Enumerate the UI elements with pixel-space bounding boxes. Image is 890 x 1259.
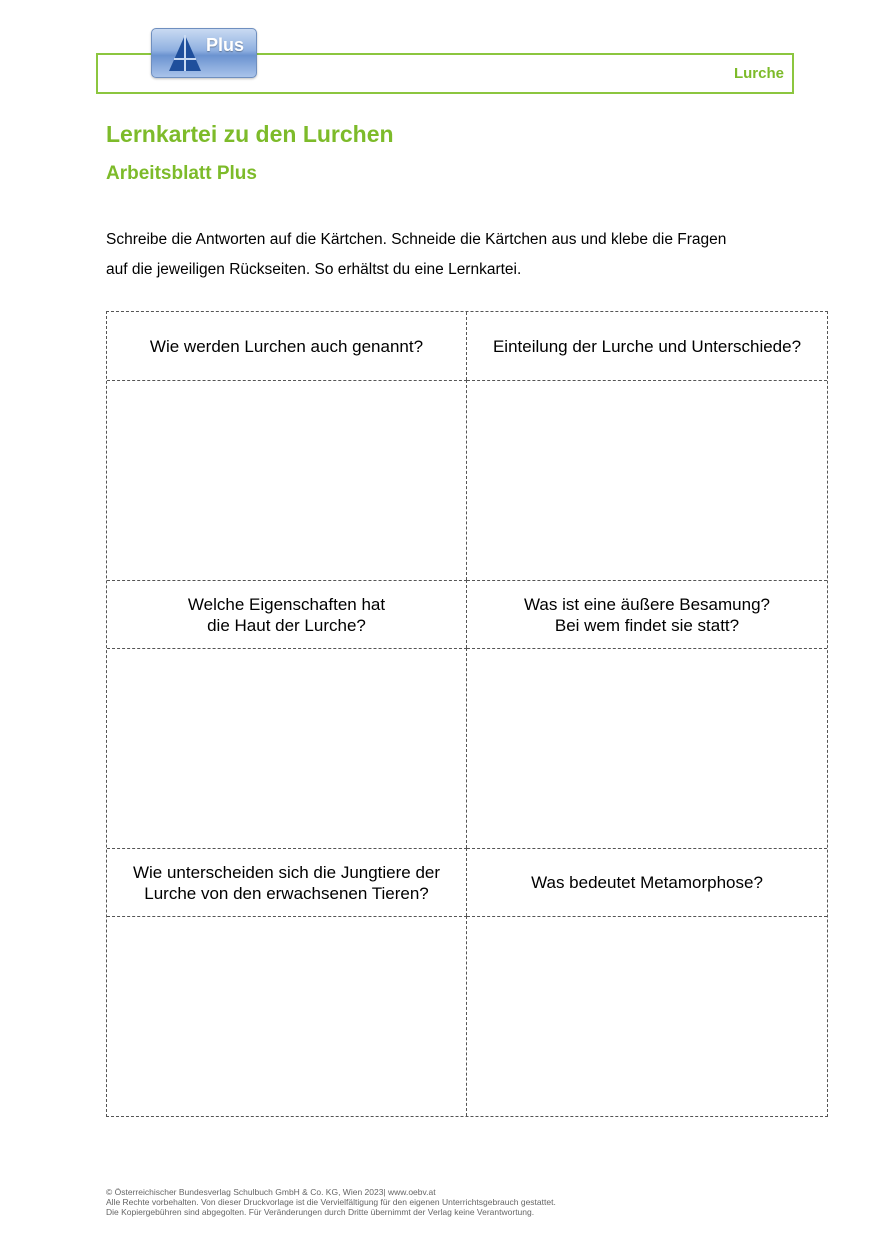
question-line: Wie werden Lurchen auch genannt? <box>149 336 424 356</box>
question-line: Was bedeutet Metamorphose? <box>531 873 763 892</box>
footer-line: Die Kopiergebühren sind abgegolten. Für Veränderungen durch Dritte übernimmt der Verlag keine Verantwortung. <box>106 1207 535 1217</box>
question-line: Welche Eigenschaften hat <box>187 594 386 614</box>
card-answer-space <box>107 648 467 848</box>
question-line: die Haut der Lurche? <box>207 615 366 635</box>
footer-line: Alle Rechte vorbehalten. Von dieser Druckvorlage ist die Vervielfältigung für den eigenen Unterrichtsgebrauch gestattet. <box>106 1197 556 1207</box>
question-line: Bei wem findet sie statt? <box>554 615 740 635</box>
question-line: Wie unterscheiden sich die Jungtiere der <box>132 862 441 882</box>
instructions <box>106 225 806 285</box>
card-question <box>467 580 827 648</box>
card-answer-space <box>107 380 467 580</box>
footer-line: © Österreichischer Bundesverlag Schulbuch GmbH & Co. KG, Wien 2023| www.oebv.at <box>106 1187 436 1197</box>
card-question <box>467 312 827 380</box>
card-question <box>107 580 467 648</box>
card-question <box>467 848 827 916</box>
card-question <box>107 848 467 916</box>
question-line: Lurche von den erwachsenen Tieren? <box>144 883 429 903</box>
card-answer-space <box>467 648 827 848</box>
plus-logo <box>151 28 257 78</box>
card-answer-space <box>467 916 827 1116</box>
triangle-logo-icon <box>168 34 202 72</box>
instructions-line: Schreibe die Antworten auf die Kärtchen. Schneide die Kärtchen aus und klebe die Fragen <box>106 231 727 248</box>
logo-text: Plus <box>206 35 245 55</box>
subject-label: Lurche <box>733 65 784 82</box>
question-line: Was ist eine äußere Besamung? <box>524 594 770 614</box>
instructions-line: auf die jeweiligen Rückseiten. So erhältst du eine Lernkartei. <box>106 261 522 278</box>
copyright-footer <box>106 1187 556 1217</box>
card-answer-space <box>467 380 827 580</box>
page-subtitle: Arbeitsblatt Plus <box>106 163 257 184</box>
card-answer-space <box>107 916 467 1116</box>
page-title: Lernkartei zu den Lurchen <box>106 121 394 147</box>
card-question <box>107 312 467 380</box>
flashcard-grid <box>106 311 828 1117</box>
question-line: Einteilung der Lurche und Unterschiede? <box>492 336 802 356</box>
